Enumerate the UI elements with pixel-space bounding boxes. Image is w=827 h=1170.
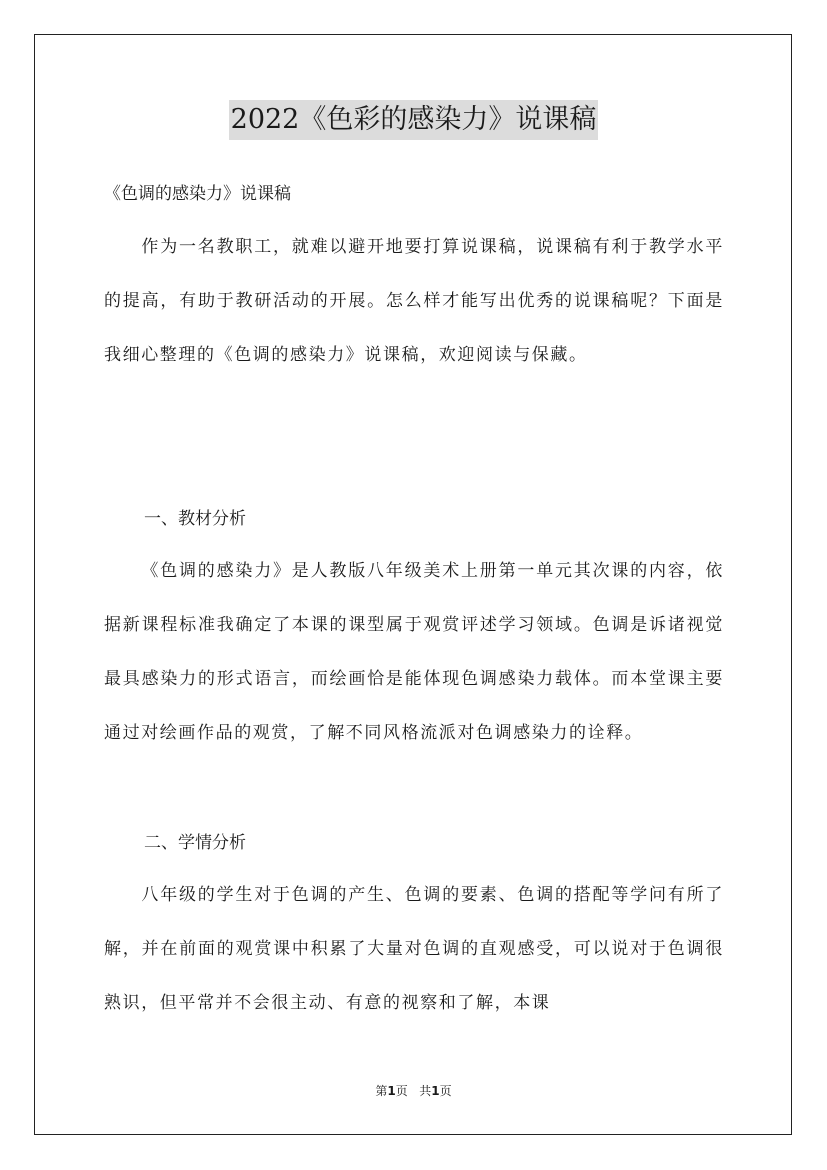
page-footer [0, 1082, 827, 1099]
title-container [0, 100, 827, 140]
intro-paragraph-block [104, 220, 724, 382]
page-number: 1 [387, 1084, 396, 1098]
students-paragraph: 八年级的学生对于色调的产生、色调的要素、色调的搭配等学问有所了解，并在前面的观赏课中积累了大量对色调的直观感受，可以说对于色调很熟识，但平常并不会很主动、有意的视察和了解，本课 [104, 885, 724, 1013]
materials-paragraph: 《色调的感染力》是人教版八年级美术上册第一单元其次课的内容，依据新课程标准我确定了本课的课型属于观赏评述学习领域。色调是诉诸视觉最具感染力的形式语言，而绘画恰是能体现色调感染力载体。而本堂课主要通过对绘画作品的观赏，了解不同风格流派对色调感染力的诠释。 [104, 561, 724, 743]
intro-paragraph: 作为一名教职工，就难以避开地要打算说课稿，说课稿有利于教学水平的提高，有助于教研活动的开展。怎么样才能写出优秀的说课稿呢？下面是我细心整理的《色调的感染力》说课稿，欢迎阅读与保藏。 [104, 237, 724, 365]
document-subtitle: 《色调的感染力》说课稿 [104, 184, 291, 204]
students-paragraph-block [104, 868, 724, 1030]
document-title: 2022《色彩的感染力》说课稿 [229, 100, 599, 140]
section-heading-students: 二、学情分析 [144, 833, 246, 853]
page-suffix: 页 [395, 1084, 408, 1098]
total-number: 1 [431, 1084, 440, 1098]
total-suffix: 页 [439, 1084, 452, 1098]
total-prefix: 共 [419, 1084, 432, 1098]
section-heading-materials: 一、教材分析 [144, 509, 246, 529]
page-prefix: 第 [375, 1084, 388, 1098]
materials-paragraph-block [104, 544, 724, 760]
